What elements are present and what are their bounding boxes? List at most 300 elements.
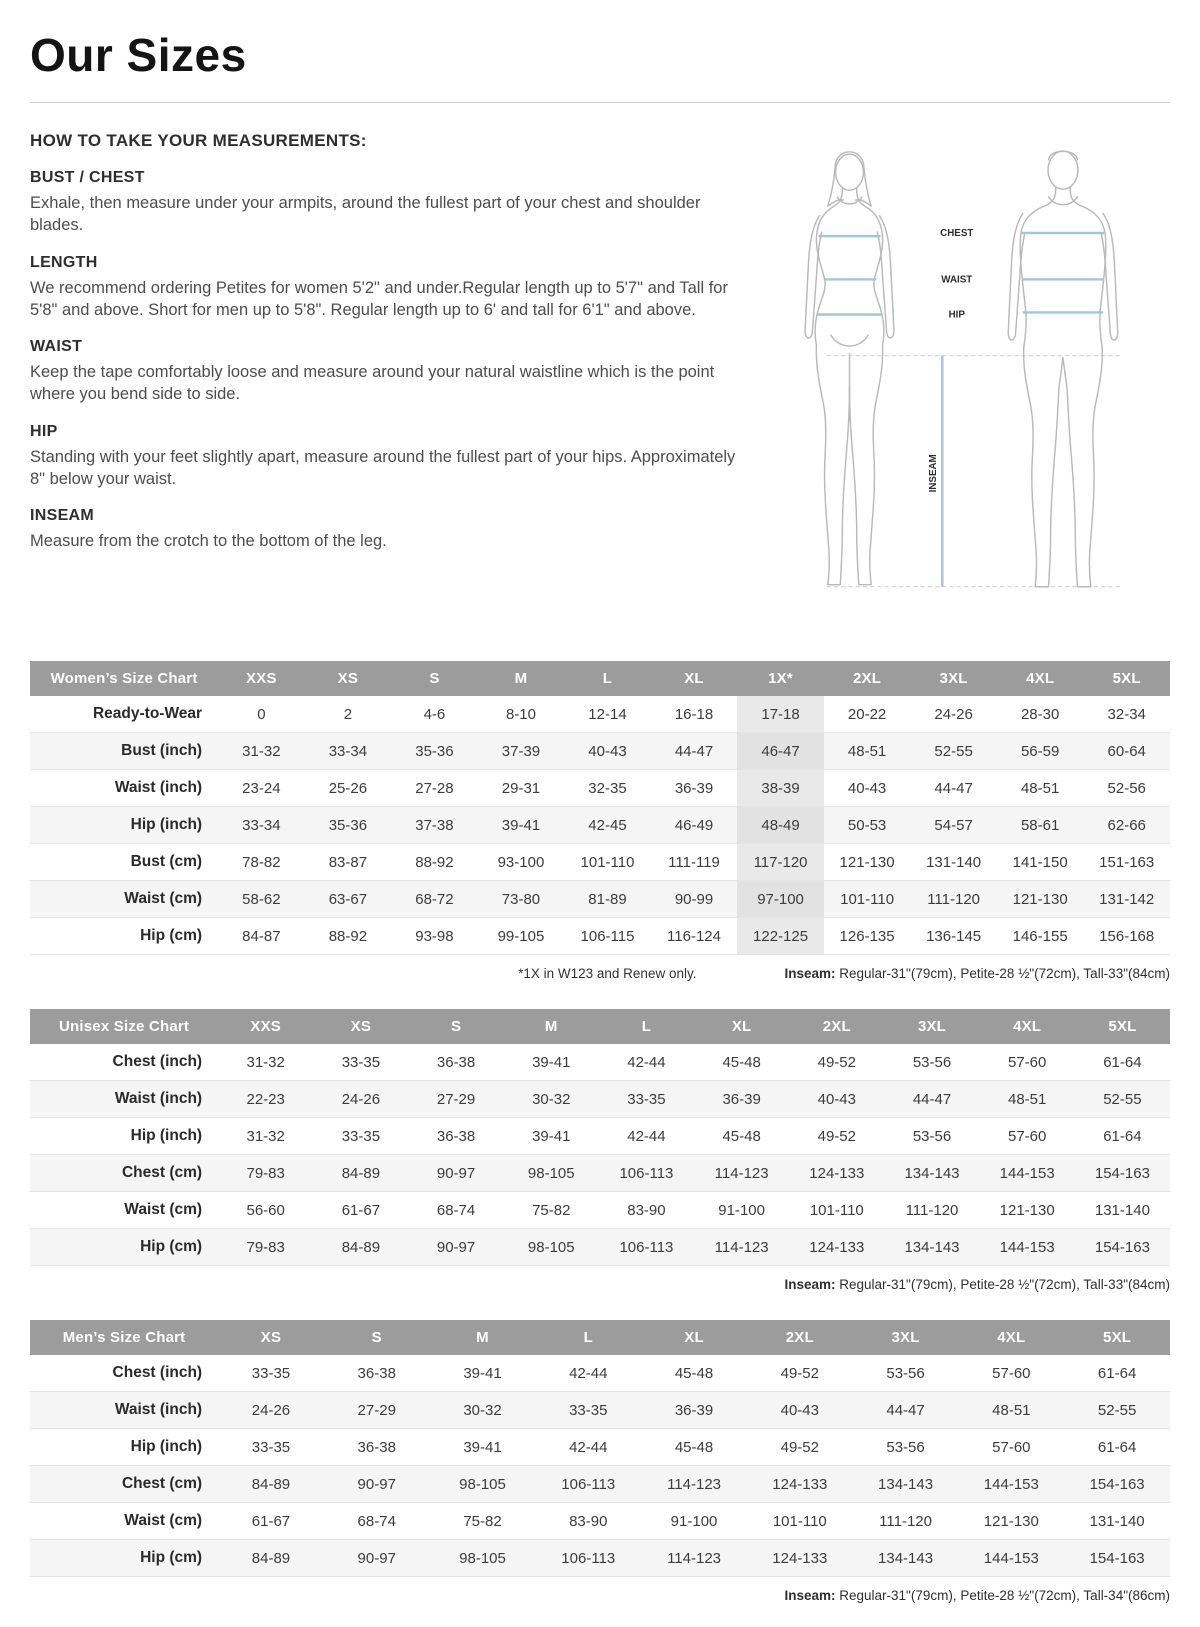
table-cell: 36-39: [674, 1401, 714, 1419]
table-cell: 24-26: [934, 705, 973, 723]
column-header: L: [564, 661, 651, 696]
table-cell: 134-143: [878, 1549, 934, 1567]
column-header: M: [504, 1009, 599, 1044]
table-cell: 27-29: [357, 1401, 396, 1419]
row-label: Chest (cm): [121, 1164, 203, 1181]
table-cell: 121-130: [983, 1512, 1039, 1530]
title-divider: [30, 102, 1170, 103]
table-cell: 48-51: [847, 742, 887, 760]
table-cell: 44-47: [886, 1401, 925, 1419]
table-row: [30, 770, 1170, 807]
table-cell: 98-105: [527, 1164, 575, 1182]
table-row: [30, 807, 1170, 844]
inseam-guide-dashes: [827, 356, 1122, 587]
inseam-measure-label: INSEAM: [928, 454, 940, 493]
table-cell: 61-64: [1097, 1364, 1137, 1382]
table-cell: 48-51: [1008, 1090, 1047, 1108]
table-cell: 131-140: [926, 853, 982, 871]
table-cell: 33-35: [251, 1438, 291, 1456]
table-cell: 33-35: [251, 1364, 291, 1382]
table-cell: 156-168: [1099, 927, 1155, 945]
table-cell: 44-47: [674, 742, 714, 760]
table-cell: 124-133: [809, 1164, 865, 1182]
table-cell: 52-55: [934, 742, 973, 760]
table-cell: 84-89: [251, 1549, 291, 1567]
table-cell: 84-89: [341, 1238, 381, 1256]
table-cell: 8-10: [505, 705, 536, 723]
measurement-guide: [30, 129, 1170, 633]
measurement-lines: [817, 233, 1105, 587]
table-cell: 39-41: [463, 1364, 502, 1382]
table-row: [30, 1429, 1170, 1466]
table-row: [30, 1540, 1170, 1577]
row-label: Waist (inch): [114, 779, 203, 796]
table-cell: 62-66: [1107, 816, 1146, 834]
male-figure-outline: [1008, 151, 1118, 587]
table-cell: 30-32: [463, 1401, 502, 1419]
table-cell: 46-49: [674, 816, 714, 834]
table-cell: 37-39: [501, 742, 541, 760]
table-cell: 40-43: [817, 1090, 856, 1108]
table-cell: 49-52: [817, 1053, 856, 1071]
table-cell: 25-26: [328, 779, 368, 797]
table-cell: 57-60: [992, 1438, 1031, 1456]
table-cell: 88-92: [415, 853, 454, 871]
table-cell: 28-30: [1020, 705, 1060, 723]
table-cell: 40-43: [588, 742, 627, 760]
table-cell: 61-64: [1097, 1438, 1137, 1456]
section-title: HIP: [30, 422, 58, 440]
column-header: 5XL: [1064, 1320, 1170, 1355]
table-cell: 124-133: [772, 1549, 828, 1567]
row-label: Waist (cm): [124, 1201, 203, 1218]
header-row: [30, 1320, 1170, 1355]
table-cell: 124-133: [772, 1475, 828, 1493]
womens-inseam-note: [784, 966, 1170, 981]
table-cell: 111-120: [927, 890, 981, 908]
section-title: INSEAM: [30, 507, 95, 525]
section-body: Keep the tape comfortably loose and measure around your natural waistline which is the point where you bend side to side.: [30, 363, 715, 404]
measurement-section: [30, 254, 745, 322]
table-row: [30, 1503, 1170, 1540]
table-cell: 90-97: [436, 1164, 476, 1182]
mens-size-chart-section: [30, 1320, 1170, 1603]
table-cell: 106-113: [619, 1238, 674, 1256]
table-cell: 36-38: [357, 1364, 396, 1382]
table-cell: 144-153: [983, 1549, 1039, 1567]
table-row: [30, 918, 1170, 955]
column-header: S: [408, 1009, 503, 1044]
column-header: 3XL: [884, 1009, 979, 1044]
table-cell: 44-47: [934, 779, 973, 797]
table-cell: 116-124: [667, 927, 721, 945]
table-cell: 61-67: [341, 1201, 381, 1219]
table-cell: 42-44: [569, 1438, 608, 1456]
table-cell: 68-74: [357, 1512, 396, 1530]
table-cell: 111-120: [879, 1512, 932, 1530]
table-cell: 144-153: [999, 1164, 1055, 1182]
instructions-heading: HOW TO TAKE YOUR MEASUREMENTS:: [30, 131, 367, 150]
table-cell: 78-82: [242, 853, 281, 871]
table-cell: 124-133: [809, 1238, 865, 1256]
table-cell: 90-99: [674, 890, 714, 908]
table-cell: 37-38: [415, 816, 454, 834]
chest-measure-label: CHEST: [940, 228, 974, 240]
row-label: Chest (inch): [112, 1364, 203, 1381]
table-cell: 99-105: [497, 927, 545, 945]
table-cell: 38-39: [737, 770, 824, 807]
table-cell: 121-130: [839, 853, 895, 871]
table-cell: 29-31: [501, 779, 541, 797]
table-cell: 31-32: [242, 742, 281, 760]
table-cell: 83-90: [569, 1512, 608, 1530]
table-cell: 39-41: [532, 1053, 571, 1071]
table-cell: 32-34: [1107, 705, 1146, 723]
table-cell: 73-80: [501, 890, 541, 908]
table-cell: 36-39: [722, 1090, 761, 1108]
column-header: XXS: [218, 1009, 313, 1044]
table-cell: 0: [257, 705, 266, 723]
table-cell: 48-51: [992, 1401, 1031, 1419]
table-cell: 4-6: [423, 705, 446, 723]
table-cell: 36-38: [436, 1053, 476, 1071]
section-body: Standing with your feet slightly apart, measure around the fullest part of your hips. Approximately 8" below your waist.: [30, 447, 736, 488]
table-cell: 134-143: [904, 1238, 960, 1256]
table-cell: 121-130: [999, 1201, 1055, 1219]
table-cell: 33-34: [328, 742, 368, 760]
instructions-column: [30, 129, 745, 569]
column-header: 4XL: [997, 661, 1084, 696]
table-cell: 45-48: [722, 1127, 761, 1145]
table-cell: 90-97: [436, 1238, 476, 1256]
table-row: [30, 1229, 1170, 1266]
column-header: M: [478, 661, 565, 696]
table-cell: 131-140: [1089, 1512, 1145, 1530]
table-cell: 54-57: [934, 816, 973, 834]
table-cell: 114-123: [667, 1549, 721, 1567]
table-cell: 36-38: [357, 1438, 396, 1456]
table-cell: 75-82: [532, 1201, 571, 1219]
table-cell: 33-35: [341, 1127, 381, 1145]
table-cell: 98-105: [459, 1549, 506, 1567]
table-row: [30, 1466, 1170, 1503]
table-cell: 61-64: [1103, 1127, 1142, 1145]
table-row: [30, 1392, 1170, 1429]
column-header: L: [535, 1320, 641, 1355]
section-title: WAIST: [30, 338, 83, 356]
table-cell: 42-44: [569, 1364, 608, 1382]
table-cell: 57-60: [1008, 1053, 1047, 1071]
table-cell: 32-35: [588, 779, 627, 797]
column-header: 1X*: [737, 661, 824, 696]
row-label: Hip (cm): [140, 1238, 203, 1255]
table-cell: 98-105: [527, 1238, 575, 1256]
table-cell: 154-163: [1089, 1549, 1145, 1567]
table-cell: 12-14: [588, 705, 627, 723]
table-cell: 57-60: [992, 1364, 1031, 1382]
mens-footnotes: [30, 1588, 1170, 1603]
table-cell: 151-163: [1099, 853, 1155, 871]
section-body: Measure from the crotch to the bottom of the leg.: [30, 532, 387, 551]
table-cell: 101-110: [772, 1512, 827, 1530]
table-cell: 49-52: [817, 1127, 856, 1145]
measurement-figures-illustration: [769, 133, 1161, 628]
column-header: XS: [218, 1320, 324, 1355]
female-figure-outline: [805, 152, 894, 585]
womens-footnotes: [30, 966, 1170, 981]
table-cell: 33-35: [569, 1401, 608, 1419]
table-cell: 79-83: [246, 1238, 285, 1256]
table-row: [30, 1118, 1170, 1155]
table-cell: 106-115: [580, 927, 635, 945]
table-row: [30, 696, 1170, 733]
inseam-note-label: Inseam:: [784, 966, 836, 981]
table-cell: 83-90: [627, 1201, 666, 1219]
table-row: [30, 1355, 1170, 1392]
table-cell: 101-110: [809, 1201, 864, 1219]
column-header: 4XL: [958, 1320, 1064, 1355]
table-cell: 2: [343, 705, 353, 723]
measurement-section: [30, 169, 745, 237]
table-cell: 91-100: [718, 1201, 765, 1219]
table-cell: 131-140: [1094, 1201, 1150, 1219]
table-cell: 114-123: [714, 1238, 769, 1256]
womens-size-table: [30, 661, 1170, 955]
womens-size-chart-section: [30, 661, 1170, 981]
table-cell: 114-123: [714, 1164, 769, 1182]
section-body: Exhale, then measure under your armpits, around the fullest part of your chest and shoulder blades.: [30, 194, 701, 235]
table-cell: 24-26: [251, 1401, 291, 1419]
table-cell: 93-100: [497, 853, 545, 871]
table-cell: 84-89: [341, 1164, 381, 1182]
table-cell: 117-120: [737, 844, 824, 881]
table-cell: 83-87: [328, 853, 368, 871]
table-cell: 106-113: [619, 1164, 674, 1182]
inseam-note-text: Regular-31"(79cm), Petite-28 ½"(72cm), Tall-33"(84cm): [835, 966, 1170, 981]
column-header: XS: [313, 1009, 408, 1044]
header-row: [30, 1009, 1170, 1044]
row-label: Waist (inch): [114, 1090, 203, 1107]
table-cell: 39-41: [501, 816, 541, 834]
table-cell: 48-51: [1020, 779, 1060, 797]
table-cell: 56-59: [1020, 742, 1060, 760]
header-row: [30, 661, 1170, 696]
column-header: XS: [305, 661, 392, 696]
table-cell: 56-60: [246, 1201, 285, 1219]
table-cell: 58-61: [1020, 816, 1060, 834]
row-label: Hip (cm): [140, 1549, 203, 1566]
table-cell: 75-82: [463, 1512, 502, 1530]
table-cell: 97-100: [737, 881, 824, 918]
mens-size-table: [30, 1320, 1170, 1577]
row-label: Hip (cm): [140, 927, 203, 944]
table-cell: 52-55: [1097, 1401, 1137, 1419]
row-label: Hip (inch): [130, 816, 203, 833]
table-cell: 30-32: [532, 1090, 571, 1108]
table-cell: 126-135: [839, 927, 895, 945]
table-cell: 53-56: [912, 1053, 952, 1071]
row-label: Waist (inch): [114, 1401, 203, 1418]
table-cell: 53-56: [912, 1127, 952, 1145]
table-cell: 84-87: [242, 927, 281, 945]
table-cell: 90-97: [357, 1475, 396, 1493]
row-label: Bust (inch): [121, 742, 203, 759]
table-cell: 44-47: [912, 1090, 952, 1108]
table-cell: 39-41: [532, 1127, 571, 1145]
table-row: [30, 1044, 1170, 1081]
table-row: [30, 1155, 1170, 1192]
table-cell: 23-24: [242, 779, 281, 797]
table-cell: 36-39: [674, 779, 714, 797]
inseam-note-label: Inseam:: [784, 1277, 836, 1292]
table-cell: 24-26: [341, 1090, 381, 1108]
table-cell: 50-53: [847, 816, 887, 834]
unisex-size-chart-section: [30, 1009, 1170, 1292]
table-cell: 40-43: [847, 779, 887, 797]
table-cell: 53-56: [886, 1364, 925, 1382]
table-title: Women’s Size Chart: [30, 661, 218, 696]
table-title: Unisex Size Chart: [30, 1009, 218, 1044]
table-cell: 61-64: [1103, 1053, 1142, 1071]
table-cell: 40-43: [780, 1401, 819, 1419]
table-cell: 35-36: [328, 816, 368, 834]
table-cell: 114-123: [667, 1475, 721, 1493]
table-cell: 63-67: [328, 890, 368, 908]
section-body: We recommend ordering Petites for women 5'2" and under.Regular length up to 5'7" and Tall for 5'8" and above. Short for men up to 5'8". Regular length up to 6' and tall for 6'1" and above.: [30, 278, 728, 319]
table-cell: 39-41: [463, 1438, 502, 1456]
mens-inseam-note: [784, 1588, 1170, 1603]
measurement-section: [30, 423, 745, 491]
row-label: Hip (inch): [130, 1438, 203, 1455]
table-cell: 17-18: [737, 696, 824, 733]
table-cell: 79-83: [246, 1164, 285, 1182]
section-title: LENGTH: [30, 253, 98, 271]
table-cell: 134-143: [904, 1164, 960, 1182]
measurement-sections: [30, 169, 745, 552]
table-cell: 42-45: [588, 816, 627, 834]
row-label: Ready-to-Wear: [92, 705, 203, 722]
table-cell: 27-28: [415, 779, 454, 797]
column-header: 3XL: [910, 661, 997, 696]
column-header: XL: [641, 1320, 747, 1355]
column-header: XL: [651, 661, 738, 696]
table-row: [30, 1081, 1170, 1118]
column-header: 5XL: [1083, 661, 1170, 696]
table-cell: 60-64: [1107, 742, 1146, 760]
column-header: S: [324, 1320, 430, 1355]
column-header: XL: [694, 1009, 789, 1044]
table-cell: 36-38: [436, 1127, 476, 1145]
table-cell: 46-47: [737, 733, 824, 770]
table-cell: 52-56: [1107, 779, 1146, 797]
table-cell: 45-48: [674, 1364, 714, 1382]
table-cell: 31-32: [246, 1053, 285, 1071]
table-cell: 61-67: [251, 1512, 291, 1530]
column-header: M: [430, 1320, 536, 1355]
table-cell: 49-52: [780, 1364, 819, 1382]
table-cell: 33-35: [627, 1090, 666, 1108]
table-cell: 35-36: [415, 742, 454, 760]
table-cell: 58-62: [242, 890, 281, 908]
unisex-footnotes: [30, 1277, 1170, 1292]
hip-measure-label: HIP: [948, 309, 965, 321]
column-header: XXS: [218, 661, 305, 696]
table-cell: 45-48: [722, 1053, 761, 1071]
row-label: Waist (cm): [124, 890, 203, 907]
table-cell: 81-89: [588, 890, 627, 908]
table-cell: 49-52: [780, 1438, 819, 1456]
table-cell: 27-29: [436, 1090, 476, 1108]
table-cell: 131-142: [1099, 890, 1155, 908]
inseam-note-label: Inseam:: [784, 1588, 836, 1603]
table-cell: 22-23: [246, 1090, 285, 1108]
table-cell: 88-92: [328, 927, 368, 945]
table-cell: 31-32: [246, 1127, 285, 1145]
row-label: Waist (cm): [124, 1512, 203, 1529]
table-cell: 154-163: [1094, 1238, 1150, 1256]
column-header: 4XL: [980, 1009, 1075, 1044]
page-title: Our Sizes: [30, 29, 247, 81]
table-row: [30, 844, 1170, 881]
table-cell: 154-163: [1089, 1475, 1145, 1493]
table-cell: 20-22: [847, 705, 887, 723]
table-cell: 101-110: [580, 853, 635, 871]
unisex-size-table: [30, 1009, 1170, 1266]
row-label: Bust (cm): [130, 853, 203, 870]
table-cell: 68-72: [415, 890, 454, 908]
table-cell: 33-35: [341, 1053, 381, 1071]
waist-measure-label: WAIST: [941, 274, 973, 286]
measurement-section: [30, 507, 745, 552]
table-cell: 57-60: [1008, 1127, 1047, 1145]
figure-diagram: [769, 129, 1161, 633]
table-cell: 111-120: [905, 1201, 959, 1219]
column-header: S: [391, 661, 478, 696]
table-cell: 154-163: [1094, 1164, 1150, 1182]
table-row: [30, 881, 1170, 918]
table-row: [30, 733, 1170, 770]
table-cell: 144-153: [999, 1238, 1055, 1256]
column-header: 2XL: [824, 661, 911, 696]
column-header: 3XL: [853, 1320, 959, 1355]
table-cell: 122-125: [737, 918, 824, 955]
section-title: BUST / CHEST: [30, 169, 145, 186]
table-cell: 111-119: [668, 853, 720, 871]
page-header: [30, 28, 1170, 82]
table-cell: 48-49: [737, 807, 824, 844]
table-cell: 90-97: [357, 1549, 396, 1567]
table-cell: 146-155: [1012, 927, 1068, 945]
table-cell: 144-153: [983, 1475, 1039, 1493]
table-cell: 68-74: [436, 1201, 476, 1219]
table-cell: 53-56: [886, 1438, 925, 1456]
table-cell: 45-48: [674, 1438, 714, 1456]
column-header: 2XL: [747, 1320, 853, 1355]
table-cell: 93-98: [415, 927, 454, 945]
table-cell: 106-113: [561, 1549, 616, 1567]
table-cell: 16-18: [674, 705, 714, 723]
table-cell: 42-44: [627, 1127, 666, 1145]
table-title: Men’s Size Chart: [30, 1320, 218, 1355]
column-header: L: [599, 1009, 694, 1044]
footnote-1x: *1X in W123 and Renew only.: [518, 966, 697, 981]
inseam-note-text: Regular-31"(79cm), Petite-28 ½"(72cm), Tall-34"(86cm): [835, 1588, 1170, 1603]
row-label: Hip (inch): [130, 1127, 203, 1144]
table-cell: 101-110: [840, 890, 895, 908]
table-row: [30, 1192, 1170, 1229]
table-cell: 106-113: [561, 1475, 616, 1493]
inseam-note-text: Regular-31"(79cm), Petite-28 ½"(72cm), Tall-33"(84cm): [835, 1277, 1170, 1292]
